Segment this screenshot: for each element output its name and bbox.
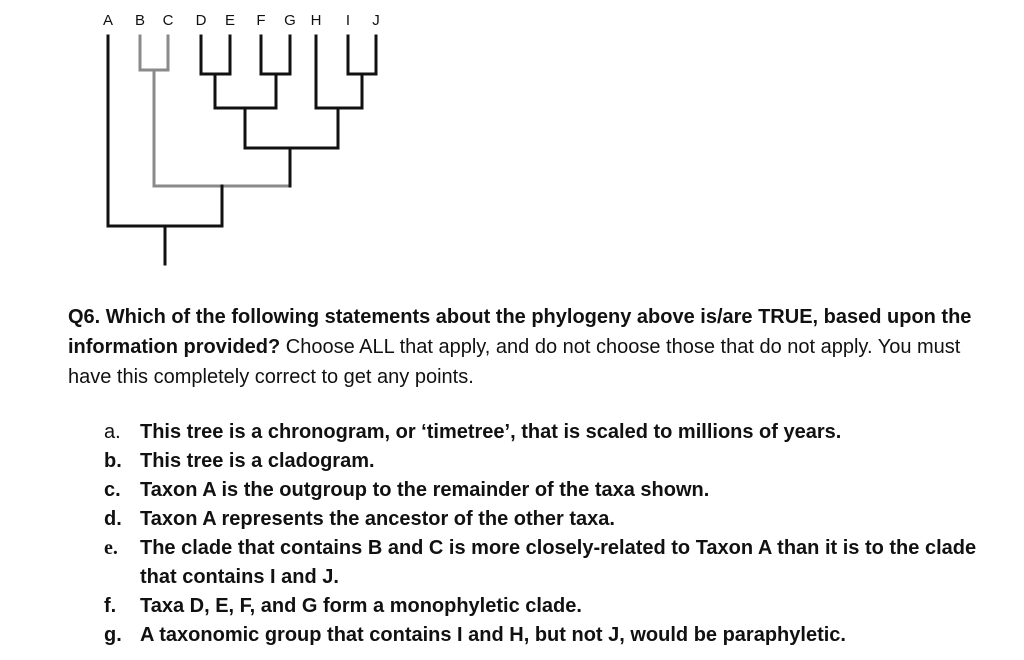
- phylogeny-tree: [0, 0, 420, 280]
- option-text: This tree is a chronogram, or ‘timetree’, that is scaled to millions of years.: [140, 421, 842, 443]
- taxon-label-a: A: [102, 12, 114, 29]
- option-g[interactable]: [104, 621, 984, 650]
- taxon-label-h: H: [310, 12, 322, 29]
- option-e[interactable]: [104, 534, 984, 592]
- taxon-label-c: C: [162, 12, 174, 29]
- option-a[interactable]: [104, 418, 984, 447]
- question-stem-bold: Q6. Which of the following statements about the phylogeny above is/are TRUE, based upon the information provided?: [68, 306, 972, 358]
- option-letter: e.: [104, 537, 118, 559]
- option-f[interactable]: [104, 592, 984, 621]
- branch-fg: [261, 36, 290, 74]
- question-text: [68, 302, 1008, 392]
- option-letter: d.: [104, 508, 122, 530]
- question-stem-regular: Choose ALL that apply, and do not choose those that do not apply. You must have this completely correct to get any points.: [68, 336, 961, 388]
- option-b[interactable]: [104, 447, 984, 476]
- option-text: This tree is a cladogram.: [140, 450, 375, 472]
- option-text: The clade that contains B and C is more closely-related to Taxon A than it is to the clade that contains I and J.: [140, 537, 977, 588]
- taxon-label-j: J: [372, 12, 380, 29]
- answer-options: [104, 418, 984, 650]
- option-text: A taxonomic group that contains I and H, but not J, would be paraphyletic.: [140, 624, 846, 646]
- option-letter: b.: [104, 450, 122, 472]
- taxon-label-e: E: [224, 12, 236, 29]
- option-letter: f.: [104, 595, 117, 617]
- taxon-label-b: B: [134, 12, 146, 29]
- option-letter: g.: [104, 624, 122, 646]
- option-c[interactable]: [104, 476, 984, 505]
- branch-de: [201, 36, 230, 74]
- option-text: Taxon A represents the ancestor of the other taxa.: [140, 508, 615, 530]
- option-letter: c.: [104, 479, 121, 501]
- branch-hij: [316, 36, 362, 108]
- taxon-label-i: I: [345, 12, 351, 29]
- option-text: Taxon A is the outgroup to the remainder of the taxa shown.: [140, 479, 710, 501]
- taxon-label-f: F: [256, 12, 266, 29]
- branch-ij: [348, 36, 376, 74]
- branch-defg: [215, 74, 276, 108]
- branch-dj: [245, 108, 338, 148]
- option-letter: a.: [104, 421, 121, 443]
- taxon-label-d: D: [195, 12, 207, 29]
- branch-bc: [140, 36, 290, 186]
- option-d[interactable]: [104, 505, 984, 534]
- taxon-label-g: G: [284, 12, 296, 29]
- option-text: Taxa D, E, F, and G form a monophyletic clade.: [140, 595, 582, 617]
